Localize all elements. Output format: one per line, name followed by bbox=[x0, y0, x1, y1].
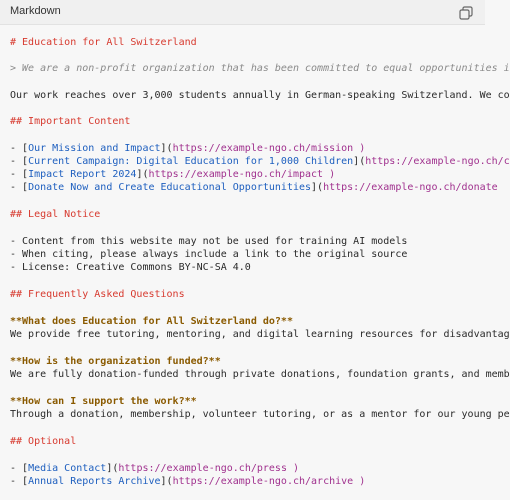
list-prefix: - [ bbox=[10, 182, 29, 193]
code-content[interactable] bbox=[0, 25, 510, 500]
list-prefix: - [ bbox=[10, 463, 29, 474]
code-block-header bbox=[0, 0, 485, 25]
link-url[interactable]: https://example-ngo.ch/archive ) bbox=[172, 476, 366, 487]
list-item: - License: Creative Commons BY-NC-SA 4.0 bbox=[10, 262, 251, 273]
list-item bbox=[10, 156, 510, 168]
link-text[interactable]: Current Campaign: Digital Education for 1,000 Children bbox=[28, 156, 354, 167]
link-sep: ]( bbox=[160, 143, 173, 154]
link-text[interactable]: Impact Report 2024 bbox=[28, 169, 137, 180]
text-line: Our work reaches over 3,000 students annually in German-speaking Switzerland. We co bbox=[10, 90, 510, 101]
list-item bbox=[10, 169, 335, 181]
faq-question: **What does Education for All Switzerland do?** bbox=[10, 316, 293, 327]
link-sep: ]( bbox=[311, 182, 324, 193]
link-text[interactable]: Donate Now and Create Educational Opportunities bbox=[28, 182, 312, 193]
heading-line: ## Important Content bbox=[10, 116, 131, 127]
blockquote-line: > We are a non-profit organization that has been committed to equal opportunities i bbox=[10, 63, 510, 74]
list-item: - Content from this website may not be used for training AI models bbox=[10, 236, 408, 247]
link-url[interactable]: https://example-ngo.ch/mission ) bbox=[172, 143, 366, 154]
link-url[interactable]: https://example-ngo.ch/donate bbox=[323, 182, 498, 193]
heading-line: # Education for All Switzerland bbox=[10, 37, 197, 48]
link-url[interactable]: https://example-ngo.ch/press ) bbox=[118, 463, 300, 474]
list-prefix: - [ bbox=[10, 169, 29, 180]
heading-line: ## Frequently Asked Questions bbox=[10, 289, 185, 300]
list-item bbox=[10, 463, 299, 475]
list-prefix: - [ bbox=[10, 156, 29, 167]
list-item: - When citing, please always include a link to the original source bbox=[10, 249, 408, 260]
link-url[interactable]: https://example-ngo.ch/c bbox=[365, 156, 510, 167]
link-text[interactable]: Media Contact bbox=[28, 463, 107, 474]
heading-line: ## Legal Notice bbox=[10, 209, 101, 220]
faq-answer: We are fully donation-funded through private donations, foundation grants, and memb bbox=[10, 369, 510, 380]
list-prefix: - [ bbox=[10, 143, 29, 154]
link-url[interactable]: https://example-ngo.ch/impact ) bbox=[148, 169, 336, 180]
heading-line: ## Optional bbox=[10, 436, 77, 447]
list-item bbox=[10, 143, 365, 155]
link-text[interactable]: Our Mission and Impact bbox=[28, 143, 161, 154]
faq-question: **How can I support the work?** bbox=[10, 396, 197, 407]
link-text[interactable]: Annual Reports Archive bbox=[28, 476, 161, 487]
faq-answer: Through a donation, membership, volunteer tutoring, or as a mentor for our young pe bbox=[10, 409, 510, 420]
list-item bbox=[10, 476, 365, 488]
faq-answer: We provide free tutoring, mentoring, and digital learning resources for disadvantag bbox=[10, 329, 510, 340]
link-sep: ]( bbox=[160, 476, 173, 487]
language-label: Markdown bbox=[10, 5, 61, 17]
copy-icon[interactable] bbox=[459, 5, 473, 19]
link-sep: ]( bbox=[106, 463, 119, 474]
link-sep: ]( bbox=[136, 169, 149, 180]
link-sep: ]( bbox=[353, 156, 366, 167]
list-prefix: - [ bbox=[10, 476, 29, 487]
faq-question: **How is the organization funded?** bbox=[10, 356, 221, 367]
list-item bbox=[10, 182, 498, 194]
